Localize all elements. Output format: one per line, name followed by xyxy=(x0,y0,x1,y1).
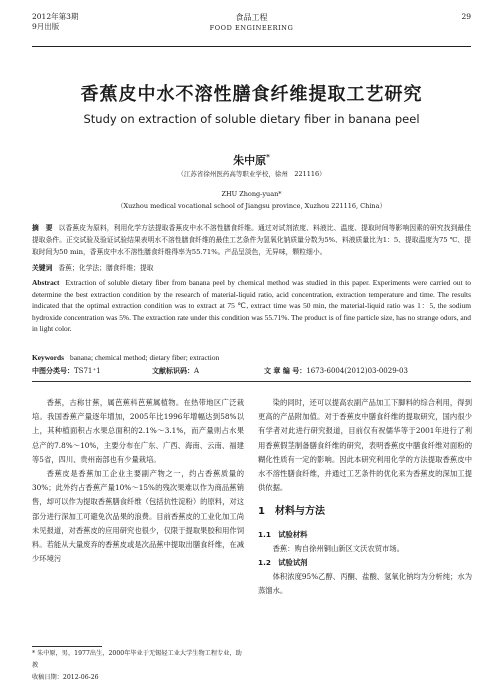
running-header xyxy=(32,12,471,46)
clc-value: TS71⁺1 xyxy=(74,367,101,375)
author-mark: * xyxy=(266,152,270,162)
journal-name-en: FOOD ENGINEERING xyxy=(209,24,294,32)
issue-number: 2012年第3期 xyxy=(32,12,79,21)
title-english: Study on extraction of soluble dietary fiber in banana peel xyxy=(83,112,420,126)
section-heading: 1 材料与方法 xyxy=(258,506,325,518)
body-left-column xyxy=(32,396,244,566)
body-right-column xyxy=(258,396,472,599)
body-paragraph: 香蕉皮是香蕉加工企业主要副产物之一，约占香蕉质量的30%；此外约占香蕉产量10%～15%的残次果难以作为商品蕉销售，却可以作为提取香蕉膳食纤维（包括抗性淀粉）的原料，对这部分进行深加工可避免次品果的浪费。目前香蕉皮的工业化加工尚未见报道，对香蕉皮的应用研究也很少，仅限于提取果胶和用作饲料。若能从大量废弃的香蕉皮或是次品蕉中提取出膳食纤维，在减少环境污 xyxy=(32,469,244,564)
body-paragraph: 香蕉：购自徐州铜山新区文沃农贸市场。 xyxy=(272,543,404,553)
received-date: 收稿日期：2012-06-26 xyxy=(32,674,99,681)
keywords-cn-label: 关键词 xyxy=(32,264,53,272)
keywords-en-label: Keywords xyxy=(32,353,65,362)
keywords-cn-text: 香蕉；化学法；膳食纤维；提取 xyxy=(58,264,154,272)
subsection-heading: 1.1 试验材料 xyxy=(258,529,308,539)
body-paragraph: 香蕉，古称甘蕉，属芭蕉科芭蕉属植物。在热带地区广泛栽培。我国香蕉产量逐年增加，2005年比1996年增幅达到58%以上，其种植面积占水果总面积的2.1%～3.1%，而产量则占水果总产的7.8%～10%，主要分布在广东、广西、海南、云南、福建等5省，四川、贵州南部也有少量栽培。 xyxy=(32,398,244,464)
clc-label: 中图分类号： xyxy=(32,367,74,375)
issue-month: 9月出版 xyxy=(32,22,60,31)
keywords-english xyxy=(32,352,471,364)
article-number xyxy=(264,366,408,376)
title-chinese: 香蕉皮中水不溶性膳食纤维提取工艺研究 xyxy=(80,84,423,105)
affiliation-english: （Xuzhou medical vocational school of Jiangsu province, Xuzhou 221116, China） xyxy=(116,202,386,210)
author-name: 朱中原 xyxy=(233,154,267,167)
keywords-chinese xyxy=(32,262,471,274)
classification-rule xyxy=(32,381,471,382)
abstract-chinese xyxy=(32,222,471,258)
article-value: 1673-6004(2012)03-0029-03 xyxy=(306,367,408,375)
keywords-en-text: banana; chemical method; dietary fiber; extraction xyxy=(70,353,220,362)
header-rule xyxy=(32,46,471,47)
abstract-cn-label: 摘 要 xyxy=(32,224,53,232)
page-number: 29 xyxy=(461,12,471,21)
doc-value: A xyxy=(194,367,200,375)
article-label: 文 章 编 号： xyxy=(264,367,307,375)
abstract-english xyxy=(32,277,471,335)
author-chinese xyxy=(0,152,503,168)
author-bio: * 朱中原，男，1977出生，2000年毕业于无锡轻工业大学生物工程专业，助教 xyxy=(32,650,242,669)
body-paragraph: 染的同时，还可以提高农副产品加工下脚料的综合利用，得到更高的产品附加值。对于香蕉皮中膳食纤维的提取研究，国内很少有学者对此进行研究报道，目前仅有祝儒华等于2001年进行了利用香蕉假茎制备膳食纤维的研究，表明香蕉皮中膳食纤维对面粉的糊化性质有一定的影响。因此本研究利用化学的方法提取香蕉皮中水不溶性膳食纤维，并通过工艺条件的优化来为香蕉皮的深加工提供依据。 xyxy=(258,398,472,493)
abstract-en-text: Extraction of soluble dietary fiber from banana peel by chemical method was studied in this paper. Experiments were carried out to determine the best extraction condition by the research of material-liquid ratio, acid concentration, extraction temperature and time. The results indicated that the optimal extraction condition was to extract at 75 ℃, extract time was 50 min, the material-liquid ratio was 1：5, the sodium hydroxide concentration was 5%. The extraction rate under this condition was 55.71%. The product is of fine particle size, has no strange odors, and in light color. xyxy=(32,278,471,334)
doc-label: 文献标识码： xyxy=(152,367,194,375)
footnote-rule xyxy=(32,646,102,647)
subsection-heading: 1.2 试验试剂 xyxy=(258,558,308,568)
affiliation-chinese: （江苏省徐州医药高等职业学校，徐州 221116） xyxy=(177,170,326,178)
journal-name xyxy=(32,12,471,34)
journal-name-cn: 食品工程 xyxy=(235,13,268,22)
footnote xyxy=(32,648,244,684)
abstract-cn-text: 以香蕉皮为原料，利用化学方法提取香蕉皮中水不溶性膳食纤维。通过对试剂浓度、料液比、温度、提取时间等影响因素的研究找到最佳提取条件。正交试验及验证试验结果表明水不溶性膳食纤维的最佳工艺条件为氢氧化钠质量分数为5%、料液质量比为1：5、提取温度为75 ℃、提取时间为50 min，香蕉皮中水不溶性膳食纤维得率为55.71%。产品呈淡色，无异味，颗粒细小。 xyxy=(32,224,472,256)
body-paragraph: 体积浓度95%乙醇、丙酮、盐酸、氢氧化钠均为分析纯；水为蒸馏水。 xyxy=(258,572,472,596)
clc-code xyxy=(32,366,101,376)
author-english: ZHU Zhong-yuan* xyxy=(221,190,282,198)
classification-line xyxy=(32,366,471,378)
document-code xyxy=(152,366,199,376)
abstract-en-label: Abstract xyxy=(32,278,60,287)
